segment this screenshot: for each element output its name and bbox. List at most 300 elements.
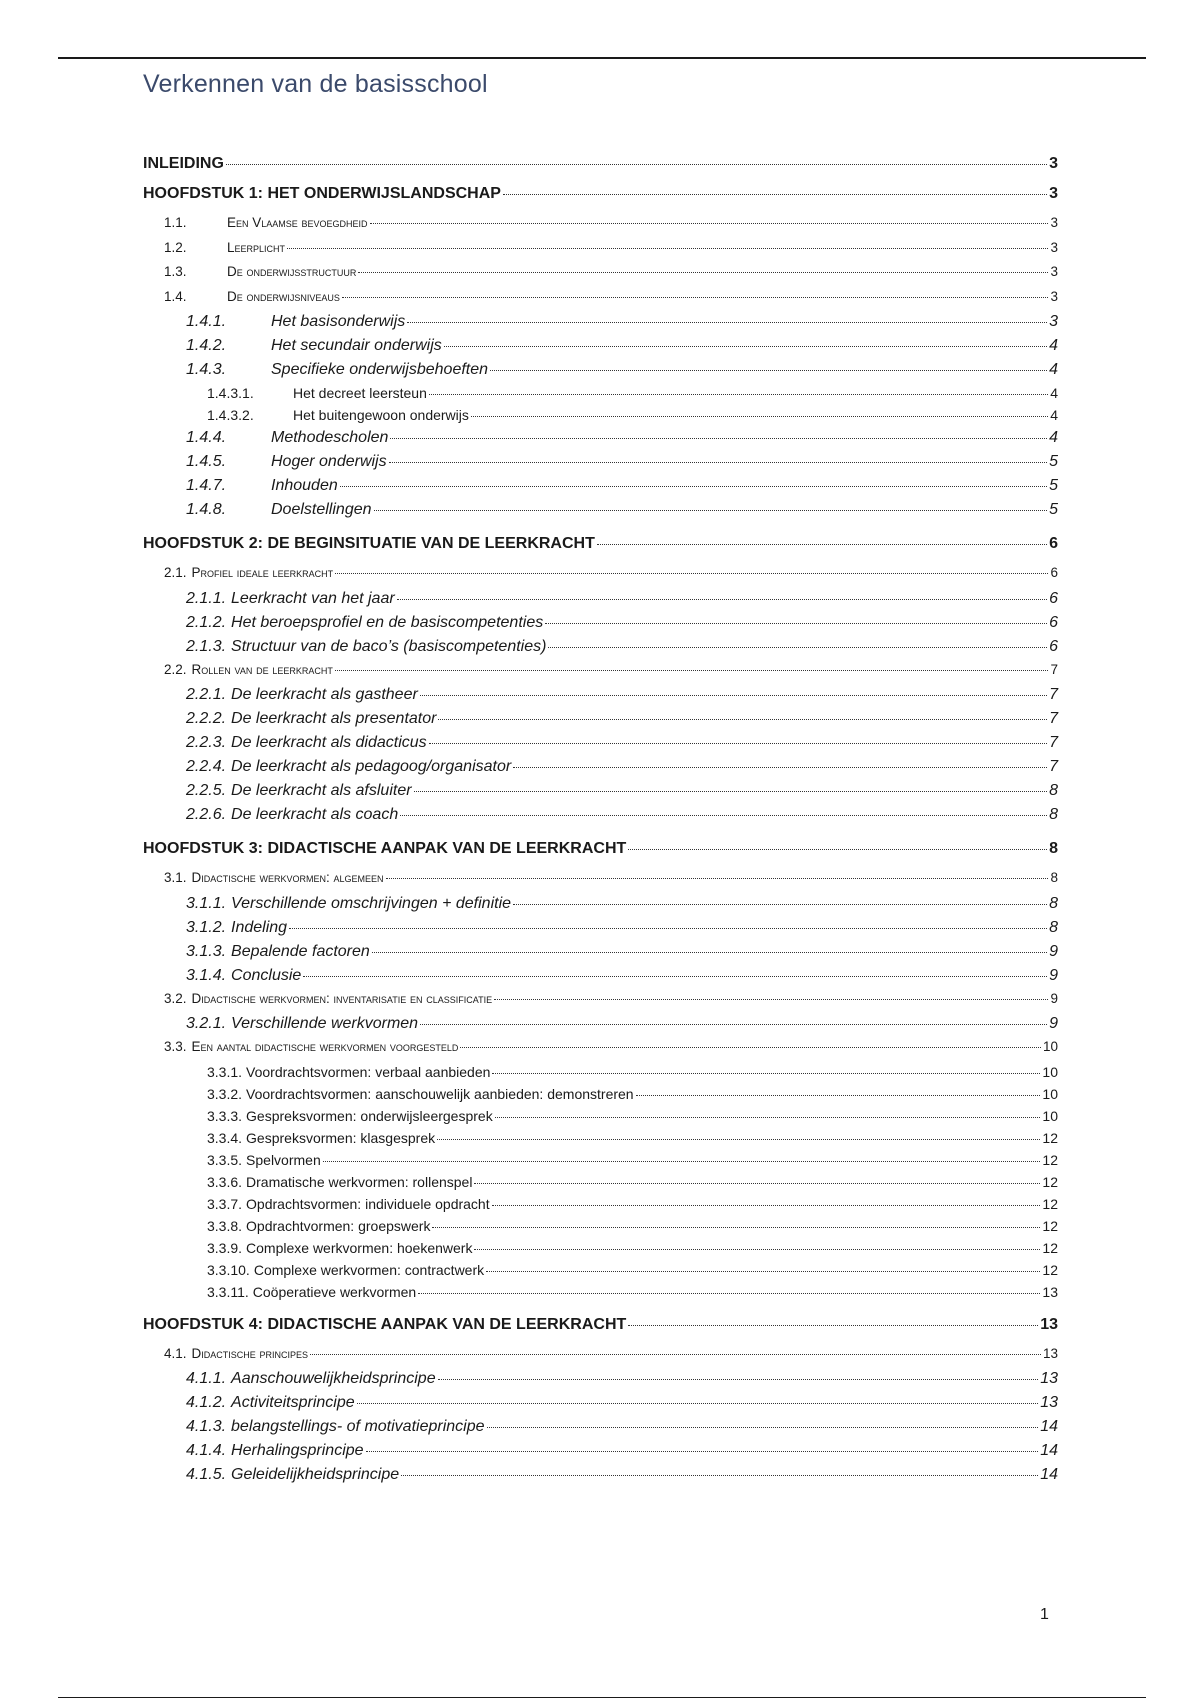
toc-entry[interactable] [143, 871, 1058, 896]
toc-entry-number: 3.3.7. [207, 1195, 243, 1212]
toc-entry-label [164, 871, 384, 885]
toc-entry-text: Inhouden [271, 477, 338, 494]
toc-entry-text: Didactische principes [191, 1345, 309, 1361]
toc-entry-label [186, 639, 546, 655]
toc-entry[interactable] [143, 1443, 1058, 1467]
toc-entry-label [207, 1065, 490, 1079]
toc-entry[interactable] [143, 1131, 1058, 1153]
toc-entry[interactable] [143, 338, 1058, 362]
dot-leader [335, 573, 1048, 574]
toc-entry-text: Leerplicht [227, 239, 286, 255]
toc-entry[interactable] [143, 314, 1058, 338]
toc-entry[interactable] [143, 186, 1058, 212]
toc-entry-number: 4.1. [164, 1345, 187, 1361]
toc-entry-label [207, 1109, 493, 1123]
dot-leader [490, 370, 1047, 371]
toc-entry[interactable] [143, 1065, 1058, 1087]
toc-entry-text: De leerkracht als presentator [231, 710, 437, 727]
toc-entry-page: 14 [1040, 1418, 1058, 1435]
toc-entry-number: 1.4.3. [186, 361, 227, 378]
toc-entry-page: 10 [1042, 1063, 1058, 1080]
toc-entry-text: Didactische werkvormen: inventarisatie en classificatie [191, 990, 493, 1006]
dot-leader [357, 1403, 1039, 1404]
toc-entry-page: 7 [1050, 661, 1058, 677]
toc-entry-label [207, 1263, 484, 1277]
toc-entry-number: 1.2. [164, 239, 187, 255]
toc-entry-number: 4.1.3. [186, 1418, 227, 1435]
toc-entry-page: 13 [1042, 1283, 1058, 1300]
toc-entry-label [164, 265, 356, 279]
toc-entry-text: Gespreksvormen: onderwijsleergesprek [246, 1107, 493, 1124]
toc-entry-page: 3 [1049, 155, 1058, 172]
toc-entry-text: Het secundair onderwijs [271, 337, 442, 354]
toc-entry-label [207, 1285, 416, 1299]
dot-leader [628, 1325, 1038, 1326]
toc-entry-page: 12 [1042, 1151, 1058, 1168]
toc-entry-text: De leerkracht als gastheer [231, 686, 418, 703]
toc-entry[interactable] [143, 430, 1058, 454]
toc-entry-text: belangstellings- of motivatieprincipe [231, 1418, 485, 1435]
toc-entry-label [186, 591, 395, 607]
toc-entry[interactable] [143, 1419, 1058, 1443]
dot-leader [513, 767, 1047, 768]
toc-entry-text: Gespreksvormen: klasgesprek [246, 1129, 436, 1146]
toc-entry-text: Hoger onderwijs [271, 453, 387, 470]
toc-entry[interactable] [143, 1219, 1058, 1241]
toc-entry-label [186, 338, 442, 354]
dot-leader [342, 297, 1049, 298]
toc-entry-text: HOOFDSTUK 4: DIDACTISCHE AANPAK VAN DE LEERKRACHT [143, 1315, 627, 1333]
toc-entry-label [164, 241, 285, 255]
toc-entry-label [164, 216, 368, 230]
toc-entry-label [186, 1443, 364, 1459]
dot-leader [513, 904, 1047, 905]
dot-leader [374, 510, 1048, 511]
toc-entry[interactable] [143, 1109, 1058, 1131]
toc-entry-number: 3.3.2. [207, 1085, 243, 1102]
toc-entry-text: Complexe werkvormen: hoekenwerk [246, 1239, 473, 1256]
toc-entry-page: 8 [1049, 840, 1058, 857]
toc-entry-label [164, 1347, 308, 1361]
toc-entry-text: Didactische werkvormen: algemeen [191, 870, 384, 885]
toc-entry-text: Activiteitsprincipe [231, 1394, 355, 1411]
toc-entry[interactable] [143, 265, 1058, 290]
toc-entry-text: Complexe werkvormen: contractwerk [253, 1261, 485, 1278]
dot-leader [340, 486, 1047, 487]
toc-entry[interactable] [143, 711, 1058, 735]
toc-entry[interactable] [143, 615, 1058, 639]
toc-entry[interactable] [143, 783, 1058, 807]
toc-entry-number: 1.3. [164, 264, 187, 279]
dot-leader [390, 438, 1047, 439]
toc-entry[interactable] [143, 663, 1058, 688]
dot-leader [474, 1249, 1040, 1250]
dot-leader [407, 322, 1047, 323]
toc-entry-page: 7 [1049, 686, 1058, 703]
toc-entry-number: 3.1.2. [186, 918, 227, 936]
toc-entry-page: 13 [1042, 1345, 1058, 1361]
toc-entry-number: 1.4.1. [186, 313, 227, 330]
toc-entry-number: 3.3.5. [207, 1151, 243, 1168]
toc-entry-number: 2.2. [164, 661, 187, 677]
dot-leader [492, 1205, 1041, 1206]
toc-entry-text: Het decreet leersteun [293, 385, 427, 401]
dot-leader [460, 1047, 1041, 1048]
toc-entry-page: 13 [1040, 1315, 1058, 1333]
toc-entry-text: De leerkracht als pedagoog/organisator [231, 758, 512, 775]
toc-entry-text: Aanschouwelijkheidsprincipe [231, 1370, 436, 1387]
toc-entry-number: 4.1.4. [186, 1442, 227, 1459]
toc-entry-label [186, 759, 511, 775]
toc-entry[interactable] [143, 1347, 1058, 1372]
dot-leader [471, 416, 1048, 417]
toc-entry[interactable] [143, 241, 1058, 266]
toc-entry-label [186, 920, 287, 936]
toc-entry-text: Voordrachtsvormen: aanschouwelijk aanbieden: demonstreren [246, 1085, 634, 1102]
toc-entry[interactable] [143, 591, 1058, 615]
toc-entry-number: 1.4.2. [186, 337, 227, 354]
toc-entry-label [207, 1197, 490, 1211]
toc-entry-page: 5 [1049, 501, 1058, 518]
toc-entry-number: 3.1.4. [186, 966, 227, 984]
toc-entry-label [143, 186, 501, 202]
toc-entry[interactable] [143, 1263, 1058, 1285]
toc-entry-page: 10 [1042, 1107, 1058, 1124]
toc-entry-page: 7 [1049, 710, 1058, 727]
dot-leader [386, 878, 1049, 879]
toc-entry-page: 3 [1049, 185, 1058, 202]
toc-entry-number: 3.3.6. [207, 1173, 243, 1190]
toc-entry[interactable] [143, 216, 1058, 241]
toc-entry[interactable] [143, 1153, 1058, 1175]
toc-entry[interactable] [143, 992, 1058, 1017]
dot-leader [492, 1073, 1040, 1074]
toc-entry-number: 2.2.1. [186, 686, 227, 703]
toc-entry-page: 5 [1049, 453, 1058, 470]
toc-entry-page: 9 [1050, 990, 1058, 1006]
toc-entry-label [186, 711, 436, 727]
toc-entry-number: 4.1.2. [186, 1394, 227, 1411]
toc-entry-page: 4 [1049, 361, 1058, 378]
toc-entry-page: 7 [1049, 758, 1058, 775]
toc-entry[interactable] [143, 536, 1058, 562]
toc-entry[interactable] [143, 1016, 1058, 1040]
toc-entry-text: Rollen van de leerkracht [191, 661, 333, 677]
toc-entry-page: 12 [1042, 1173, 1058, 1190]
toc-entry-number: 3.1.3. [186, 942, 227, 960]
toc-entry-page: 8 [1049, 782, 1058, 799]
toc-entry-label [186, 362, 488, 378]
document-title: Verkennen van de basisschool [143, 70, 488, 98]
toc-entry-page: 10 [1042, 1039, 1058, 1054]
toc-entry-text: De onderwijsstructuur [227, 264, 357, 279]
toc-entry[interactable] [143, 735, 1058, 759]
toc-entry[interactable] [143, 841, 1058, 867]
toc-entry-text: Doelstellingen [271, 501, 372, 518]
toc-entry[interactable] [143, 920, 1058, 944]
toc-entry-page: 7 [1049, 734, 1058, 751]
toc-entry-text: Een aantal didactische werkvormen voorgesteld [191, 1039, 459, 1054]
toc-entry-page: 8 [1049, 894, 1058, 912]
dot-leader [429, 394, 1048, 395]
toc-entry[interactable] [143, 1197, 1058, 1219]
dot-leader [597, 544, 1047, 545]
footer-rule [58, 1697, 1146, 1698]
toc-entry[interactable] [143, 1087, 1058, 1109]
toc-entry-label [186, 1016, 418, 1032]
toc-entry-number: 2.2.4. [186, 758, 227, 775]
toc-entry-page: 4 [1049, 429, 1058, 446]
toc-entry[interactable] [143, 639, 1058, 663]
toc-entry-label [207, 386, 427, 400]
table-of-contents [143, 156, 1058, 1491]
toc-entry[interactable] [143, 362, 1058, 386]
toc-entry-text: Specifieke onderwijsbehoeften [271, 361, 489, 378]
toc-entry-label [207, 1131, 435, 1145]
dot-leader [372, 952, 1047, 953]
toc-entry[interactable] [143, 408, 1058, 430]
toc-entry[interactable] [143, 454, 1058, 478]
dot-leader [628, 849, 1047, 850]
toc-entry[interactable] [143, 1285, 1058, 1307]
toc-entry[interactable] [143, 759, 1058, 783]
toc-entry[interactable] [143, 156, 1058, 182]
toc-entry[interactable] [143, 1317, 1058, 1343]
toc-entry-number: 2.2.3. [186, 734, 227, 751]
toc-entry[interactable] [143, 478, 1058, 502]
toc-entry[interactable] [143, 1371, 1058, 1395]
dot-leader [370, 223, 1049, 224]
toc-entry-page: 4 [1049, 337, 1058, 354]
toc-entry[interactable] [143, 1395, 1058, 1419]
toc-entry-label [207, 1087, 634, 1101]
dot-leader [636, 1095, 1041, 1096]
toc-entry-number: 2.1. [164, 565, 187, 580]
toc-entry-number: 3.3.3. [207, 1107, 243, 1124]
toc-entry-page: 12 [1042, 1129, 1058, 1146]
toc-entry-label [164, 992, 492, 1006]
toc-entry-text: Profiel ideale leerkracht [191, 565, 334, 580]
toc-entry-number: 3.3.8. [207, 1217, 243, 1234]
dot-leader [389, 462, 1047, 463]
dot-leader [323, 1161, 1041, 1162]
toc-entry-number: 3.3.10. [207, 1261, 250, 1278]
dot-leader [444, 346, 1047, 347]
toc-entry-label [186, 478, 338, 494]
toc-entry-label [186, 968, 301, 984]
dot-leader [420, 695, 1047, 696]
toc-entry-page: 13 [1040, 1370, 1058, 1387]
toc-entry-page: 3 [1050, 239, 1058, 255]
dot-leader [287, 248, 1048, 249]
toc-entry-label [164, 1040, 458, 1054]
toc-entry-page: 6 [1049, 613, 1058, 631]
toc-entry-text: Conclusie [231, 966, 302, 984]
toc-entry-text: Het basisonderwijs [271, 313, 406, 330]
toc-entry-page: 8 [1050, 870, 1058, 885]
dot-leader [303, 976, 1047, 977]
toc-entry-text: Herhalingsprincipe [231, 1442, 364, 1459]
toc-entry-text: Het buitengewoon onderwijs [293, 407, 469, 423]
toc-entry-number: 1.4.8. [186, 501, 227, 518]
toc-entry-text: De leerkracht als didacticus [231, 734, 427, 751]
dot-leader [487, 1427, 1039, 1428]
toc-entry[interactable] [143, 896, 1058, 920]
dot-leader [495, 1117, 1041, 1118]
toc-entry-text: Verschillende omschrijvingen + definitie [231, 894, 512, 912]
toc-entry-text: Structuur van de baco’s (basiscompetenties) [231, 637, 547, 655]
toc-entry-page: 9 [1049, 966, 1058, 984]
toc-entry-label [186, 735, 427, 751]
toc-entry-text: Spelvormen [246, 1151, 321, 1168]
dot-leader [310, 1354, 1041, 1355]
toc-entry-page: 14 [1040, 1466, 1058, 1483]
toc-entry-number: 2.1.2. [186, 613, 227, 631]
toc-entry-label [143, 1317, 626, 1333]
toc-entry-page: 4 [1050, 385, 1058, 401]
toc-entry-number: 1.4.4. [186, 429, 227, 446]
toc-entry-page: 8 [1049, 918, 1058, 936]
toc-entry-text: Het beroepsprofiel en de basiscompetenties [231, 613, 544, 631]
toc-entry-label [207, 408, 469, 422]
toc-entry-text: HOOFDSTUK 2: DE BEGINSITUATIE VAN DE LEERKRACHT [143, 535, 595, 552]
toc-entry-page: 14 [1040, 1442, 1058, 1459]
toc-entry-number: 1.4. [164, 288, 187, 304]
toc-entry[interactable] [143, 1040, 1058, 1065]
dot-leader [548, 647, 1047, 648]
dot-leader [418, 1293, 1040, 1294]
toc-entry-number: 4.1.5. [186, 1466, 227, 1483]
toc-entry-page: 12 [1042, 1217, 1058, 1234]
dot-leader [400, 815, 1047, 816]
toc-entry-number: 1.4.3.2. [207, 407, 254, 423]
toc-entry-page: 6 [1049, 535, 1058, 552]
toc-entry-page: 3 [1049, 313, 1058, 330]
dot-leader [420, 1024, 1047, 1025]
toc-entry-page: 12 [1042, 1239, 1058, 1256]
toc-entry-label [207, 1153, 321, 1167]
dot-leader [437, 1139, 1040, 1140]
toc-entry-label [186, 896, 511, 912]
toc-entry-number: 2.2.2. [186, 710, 227, 727]
toc-entry[interactable] [143, 386, 1058, 408]
toc-entry[interactable] [143, 566, 1058, 591]
toc-entry-number: 1.4.5. [186, 453, 227, 470]
dot-leader [414, 791, 1048, 792]
toc-entry-text: De onderwijsniveaus [227, 288, 340, 304]
toc-entry-label [164, 290, 340, 304]
toc-entry-page: 4 [1050, 407, 1058, 423]
toc-entry-number: 3.3. [164, 1039, 187, 1054]
toc-entry[interactable] [143, 502, 1058, 526]
dot-leader [494, 999, 1048, 1000]
toc-entry-text: Een Vlaamse bevoegdheid [227, 215, 368, 230]
toc-entry-number: 3.3.9. [207, 1239, 243, 1256]
toc-entry-label [186, 1467, 399, 1483]
toc-entry-page: 6 [1050, 565, 1058, 580]
toc-entry-number: 3.3.1. [207, 1063, 243, 1080]
dot-leader [397, 599, 1047, 600]
toc-entry-text: Verschillende werkvormen [231, 1015, 419, 1032]
toc-entry-number: 3.1. [164, 870, 187, 885]
toc-entry-page: 9 [1049, 942, 1058, 960]
toc-entry-page: 3 [1050, 215, 1058, 230]
toc-entry-page: 6 [1049, 637, 1058, 655]
toc-entry-text: De leerkracht als afsluiter [231, 782, 412, 799]
toc-entry-number: 2.2.5. [186, 782, 227, 799]
toc-entry-label [186, 615, 543, 631]
toc-entry-text: De leerkracht als coach [231, 806, 399, 823]
toc-entry-number: 1.4.3.1. [207, 385, 254, 401]
toc-entry[interactable] [143, 1467, 1058, 1491]
toc-entry-page: 9 [1049, 1015, 1058, 1032]
toc-entry-number: 2.1.3. [186, 637, 227, 655]
toc-entry-label [186, 430, 388, 446]
toc-entry-text: Bepalende factoren [231, 942, 370, 960]
toc-entry-text: Dramatische werkvormen: rollenspel [246, 1173, 473, 1190]
toc-entry-text: Indeling [231, 918, 288, 936]
toc-entry-label [186, 1419, 485, 1435]
toc-entry-label [186, 687, 418, 703]
toc-entry-label [207, 1241, 472, 1255]
dot-leader [366, 1451, 1039, 1452]
dot-leader [335, 670, 1049, 671]
dot-leader [486, 1271, 1040, 1272]
dot-leader [474, 1183, 1040, 1184]
toc-entry[interactable] [143, 290, 1058, 315]
toc-entry-number: 2.1.1. [186, 589, 227, 607]
toc-entry-text: Geleidelijkheidsprincipe [231, 1466, 400, 1483]
dot-leader [438, 719, 1047, 720]
toc-entry-label [186, 807, 398, 823]
toc-entry[interactable] [143, 807, 1058, 831]
toc-entry[interactable] [143, 944, 1058, 968]
toc-entry-label [164, 663, 333, 677]
toc-entry-text: Coöperatieve werkvormen [252, 1283, 417, 1300]
toc-entry-label [186, 944, 370, 960]
toc-entry[interactable] [143, 1175, 1058, 1197]
toc-entry-page: 10 [1042, 1085, 1058, 1102]
toc-entry[interactable] [143, 1241, 1058, 1263]
toc-entry[interactable] [143, 687, 1058, 711]
toc-entry-text: Leerkracht van het jaar [231, 589, 395, 607]
dot-leader [429, 743, 1047, 744]
toc-entry-number: 1.4.7. [186, 477, 227, 494]
dot-leader [545, 623, 1047, 624]
toc-entry-number: 4.1.1. [186, 1370, 227, 1387]
dot-leader [358, 272, 1048, 273]
toc-entry[interactable] [143, 968, 1058, 992]
dot-leader [438, 1379, 1039, 1380]
toc-entry-label [143, 156, 224, 172]
toc-entry-label [164, 566, 333, 580]
toc-entry-label [186, 454, 387, 470]
toc-entry-text: HOOFDSTUK 1: HET ONDERWIJSLANDSCHAP [143, 185, 501, 202]
toc-entry-page: 6 [1049, 589, 1058, 607]
toc-entry-label [143, 536, 595, 552]
toc-entry-number: 1.1. [164, 215, 187, 230]
toc-entry-label [186, 314, 405, 330]
toc-entry-text: Methodescholen [271, 429, 389, 446]
toc-entry-page: 3 [1050, 288, 1058, 304]
toc-entry-page: 12 [1042, 1261, 1058, 1278]
toc-entry-label [186, 1395, 355, 1411]
dot-leader [432, 1227, 1040, 1228]
toc-entry-page: 5 [1049, 477, 1058, 494]
toc-entry-text: Opdrachtvormen: groepswerk [246, 1217, 431, 1234]
toc-entry-page: 8 [1049, 806, 1058, 823]
toc-entry-label [186, 1371, 436, 1387]
